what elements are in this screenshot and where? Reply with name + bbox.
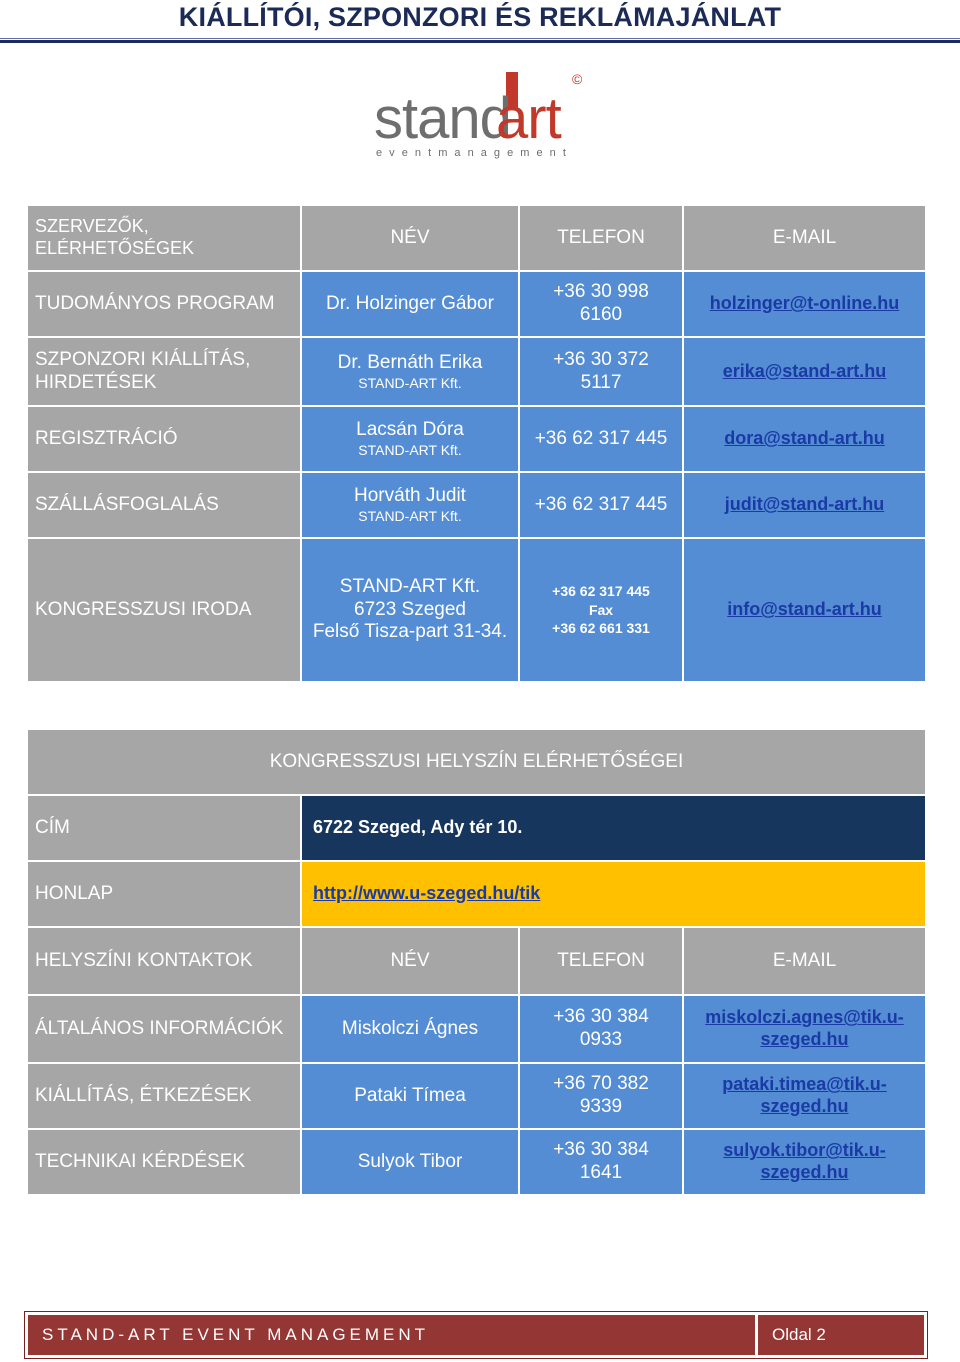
- contact-email-cell: [684, 996, 925, 1062]
- page-title: KIÁLLÍTÓI, SZPONZORI ÉS REKLÁMAJÁNLAT: [178, 2, 782, 32]
- organizers-header-name: NÉV: [302, 206, 518, 270]
- office-phone-cell: [520, 539, 682, 681]
- organizer-company: STAND-ART Kft.: [358, 508, 462, 524]
- organizer-role: SZPONZORI KIÁLLÍTÁS, HIRDETÉSEK: [28, 338, 300, 405]
- page-footer: [24, 1311, 928, 1359]
- contact-topic: TECHNIKAI KÉRDÉSEK: [28, 1130, 300, 1194]
- contact-phone: +36 70 382 9339: [520, 1064, 682, 1128]
- footer-divider: [755, 1315, 758, 1355]
- contact-topic: ÁLTALÁNOS INFORMÁCIÓK: [28, 996, 300, 1062]
- venue-address-label: CÍM: [28, 796, 300, 860]
- organizer-phone: +36 62 317 445: [520, 473, 682, 537]
- office-street: Felső Tisza-part 31-34.: [312, 621, 508, 643]
- organizer-phone: +36 30 998 6160: [520, 272, 682, 336]
- contact-email-link[interactable]: miskolczi.agnes@tik.u-szeged.hu: [705, 1007, 904, 1049]
- office-email-cell: [684, 539, 925, 681]
- organizers-header-email: E-MAIL: [684, 206, 925, 270]
- logo-tagline: e v e n t m a n a g e m e n t: [376, 147, 568, 159]
- office-company: STAND-ART Kft.: [339, 575, 481, 597]
- organizer-name-cell: [302, 407, 518, 471]
- organizer-name-cell: [302, 338, 518, 405]
- logo-word-stand: stand: [374, 86, 511, 151]
- footer-company: STAND-ART EVENT MANAGEMENT: [42, 1325, 430, 1344]
- organizer-company: STAND-ART Kft.: [358, 374, 462, 391]
- contact-email-link[interactable]: pataki.timea@tik.u-szeged.hu: [722, 1074, 887, 1116]
- organizer-email-link[interactable]: judit@stand-art.hu: [724, 494, 885, 515]
- contacts-header-name: NÉV: [302, 928, 518, 994]
- office-fax: +36 62 661 331: [552, 620, 650, 637]
- organizer-name: Dr. Holzinger Gábor: [302, 272, 518, 336]
- organizer-phone: +36 30 372 5117: [520, 338, 682, 405]
- contact-name: Sulyok Tibor: [302, 1130, 518, 1194]
- contact-email-link[interactable]: sulyok.tibor@tik.u-szeged.hu: [723, 1140, 886, 1182]
- office-address-cell: [302, 539, 518, 681]
- office-email-link[interactable]: info@stand-art.hu: [727, 599, 882, 620]
- venue-web-label: HONLAP: [28, 862, 300, 926]
- logo-word-art: art: [496, 86, 561, 151]
- organizer-name: Horváth Judit: [354, 485, 466, 507]
- organizer-email-link[interactable]: dora@stand-art.hu: [724, 428, 885, 449]
- organizer-email-link[interactable]: holzinger@t-online.hu: [709, 293, 900, 314]
- organizer-role: TUDOMÁNYOS PROGRAM: [28, 272, 300, 336]
- title-underline: [0, 38, 960, 43]
- organizer-email-cell: [684, 407, 925, 471]
- contact-name: Pataki Tímea: [302, 1064, 518, 1128]
- venue-web-link[interactable]: http://www.u-szeged.hu/tik: [313, 883, 541, 904]
- contact-email-cell: [684, 1064, 925, 1128]
- footer-page-number: Oldal 2: [772, 1325, 826, 1344]
- contacts-header-phone: TELEFON: [520, 928, 682, 994]
- contact-phone: +36 30 384 0933: [520, 996, 682, 1062]
- organizer-phone: +36 62 317 445: [520, 407, 682, 471]
- venue-title: KONGRESSZUSI HELYSZÍN ELÉRHETŐSÉGEI: [28, 730, 925, 794]
- office-city: 6723 Szeged: [354, 598, 466, 620]
- organizers-header-phone: TELEFON: [520, 206, 682, 270]
- contact-name: Miskolczi Ágnes: [302, 996, 518, 1062]
- contacts-header-topic: HELYSZÍNI KONTAKTOK: [28, 928, 300, 994]
- office-phone: +36 62 317 445: [552, 582, 650, 599]
- organizer-email-cell: [684, 338, 925, 405]
- contact-email-cell: [684, 1130, 925, 1194]
- organizer-name: Dr. Bernáth Erika: [337, 351, 483, 373]
- contact-topic: KIÁLLÍTÁS, ÉTKEZÉSEK: [28, 1064, 300, 1128]
- venue-address: 6722 Szeged, Ady tér 10.: [302, 796, 925, 860]
- contacts-header-email: E-MAIL: [684, 928, 925, 994]
- venue-web-cell: [302, 862, 925, 926]
- contact-phone: +36 30 384 1641: [520, 1130, 682, 1194]
- organizers-header-role: SZERVEZŐK, ELÉRHETŐSÉGEK: [28, 206, 300, 270]
- footer-bar: [28, 1315, 924, 1355]
- office-fax-label: Fax: [588, 601, 614, 618]
- logo-copyright: ©: [572, 71, 583, 87]
- organizer-role: REGISZTRÁCIÓ: [28, 407, 300, 471]
- organizer-email-link[interactable]: erika@stand-art.hu: [722, 360, 887, 381]
- organizer-name: Lacsán Dóra: [356, 419, 464, 441]
- standart-logo: [372, 64, 592, 164]
- office-role: KONGRESSZUSI IRODA: [28, 539, 300, 681]
- organizer-email-cell: [684, 473, 925, 537]
- organizer-company: STAND-ART Kft.: [358, 442, 462, 458]
- organizer-role: SZÁLLÁSFOGLALÁS: [28, 473, 300, 537]
- organizer-email-cell: [684, 272, 925, 336]
- organizer-name-cell: [302, 473, 518, 537]
